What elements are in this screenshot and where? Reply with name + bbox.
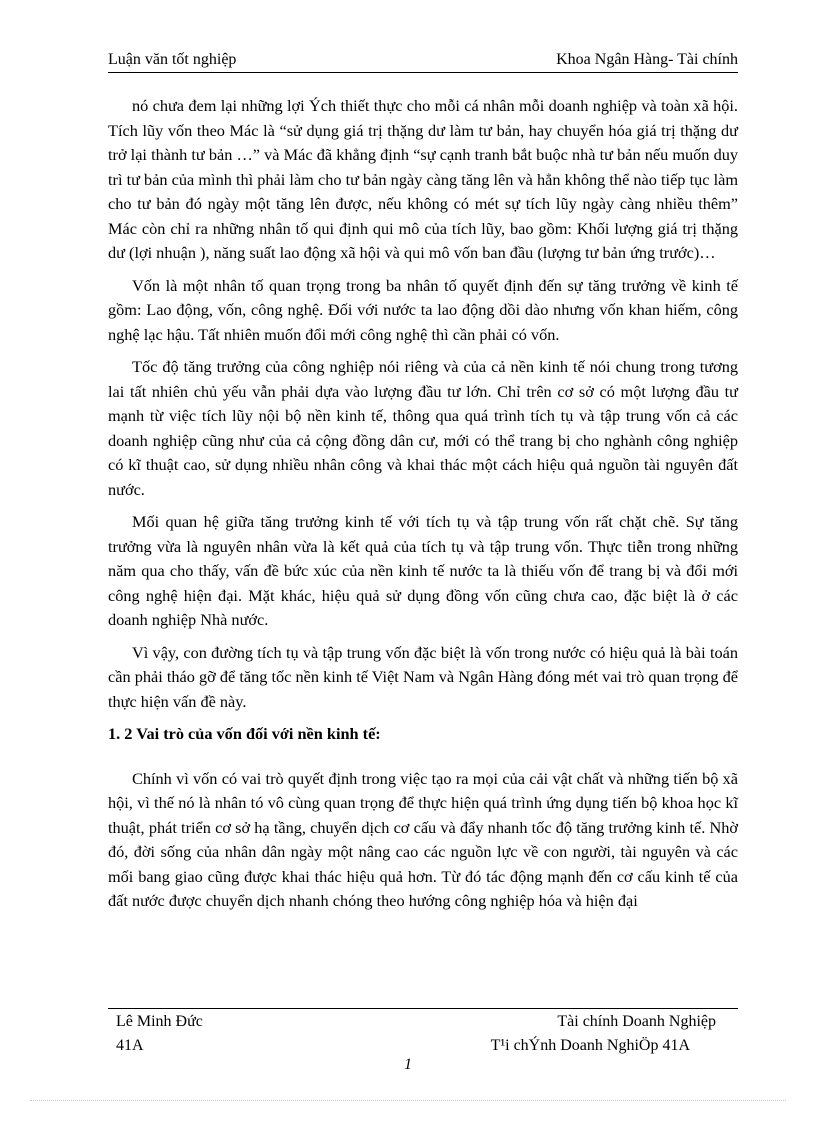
footer-divider bbox=[108, 1008, 738, 1009]
footer-class: 41A bbox=[116, 1037, 144, 1054]
footer-department: Tài chính Doanh Nghiệp bbox=[557, 1013, 716, 1030]
header-divider bbox=[108, 72, 738, 73]
footer-author: Lê Minh Đức bbox=[116, 1013, 203, 1030]
page-header bbox=[108, 50, 738, 70]
header-right-title: Khoa Ngân Hàng- Tài chính bbox=[556, 51, 738, 68]
paragraph-1: nó chưa đem lại những lợi Ých thiết thực cho mỗi cá nhân mỗi doanh nghiệp và toàn xã hội. Tích lũy vốn theo Mác là “sử dụng giá trị thặng dư làm tư bản, hay chuyển hóa giá trị thặng dư trở lại thành tư bản …” và Mác đã khẳng định “sự cạnh tranh bắt buộc nhà tư bản nếu muốn duy trì tư bản của mình thì phải làm cho tư bản ngày càng tăng lên và hẳn không thể nào tiếp tục làm cho tư bản đó ngày một tăng lên được, nếu không có mét sự tích lũy ngày càng nhiều thêm” Mác còn chỉ ra những nhân tố qui định qui mô của tích lũy, bao gồm: Khối lượng giá trị thặng dư (lợi nhuận ), năng suất lao động xã hội và qui mô vốn ban đầu (lượng tư bản ứng trước)… bbox=[108, 96, 738, 262]
paragraph-6: Chính vì vốn có vai trò quyết định trong việc tạo ra mọi của cải vật chất và những tiến bộ xã hội, vì thế nó là nhân tó vô cùng quan trọng để thực hiện quá trình ứng dụng tiến bộ khoa học kĩ thuật, phát triển cơ sở hạ tầng, chuyển dịch cơ cấu và đẩy nhanh tốc độ tăng trưởng kinh tế. Nhờ đó, đời sống của nhân dân ngày một nâng cao các nguồn lực về con người, tài nguyên và các mối bang giao cũng được khai thác hiệu quả hơn. Từ đó tác động mạnh đến cơ cấu kinh tế của đất nước được chuyển dịch nhanh chóng theo hướng công nghiệp hóa và hiện đại bbox=[108, 768, 738, 910]
paragraph-3: Tốc độ tăng trưởng của công nghiệp nói riêng và của cả nền kinh tế nói chung trong tương lai tất nhiên chủ yếu vẫn phải dựa vào lượng đầu tư lớn. Chỉ trên cơ sở có một lượng đầu tư mạnh từ việc tích lũy nội bộ nền kinh tế, thông qua quá trình tích tụ và tập trung vốn cả các doanh nghiệp cũng như của cả cộng đồng dân cư, mới có thể trang bị cho nghành công nghiệp có kĩ thuật cao, sử dụng nhiều nhân công và khai thác một cách hiệu quả nguồn tài nguyên đất nước. bbox=[108, 357, 738, 499]
page-body bbox=[108, 94, 738, 914]
section-heading: 1. 2 Vai trò của vốn đối với nền kinh tế: bbox=[108, 724, 381, 743]
paragraph-5: Vì vậy, con đường tích tụ và tập trung vốn đặc biệt là vốn trong nước có hiệu quả là bài toán cần phải tháo gỡ để tăng tốc nền kinh tế Việt Nam và Ngân Hàng đóng mét vai trò quan trọng để thực hiện vấn đề này. bbox=[108, 642, 738, 711]
page-number: 1 bbox=[404, 1056, 412, 1073]
page-bottom-border bbox=[30, 1100, 786, 1101]
paragraph-4: Mối quan hệ giữa tăng trưởng kinh tế với tích tụ và tập trung vốn rất chặt chẽ. Sự tăng trưởng vừa là nguyên nhân vừa là kết quả của tích tụ và tập trung vốn. Thực tiễn trong những năm qua cho thấy, vấn đề bức xúc của nền kinh tế nước ta là thiếu vốn để trang bị và đổi mới công nghệ hiện đại. Mặt khác, hiệu quả sử dụng đồng vốn cũng chưa cao, đặc biệt là ở các doanh nghiệp Nhà nước. bbox=[108, 512, 738, 629]
footer-department-garbled: T¹i chÝnh Doanh NghiÖp 41A bbox=[490, 1037, 690, 1054]
header-left-title: Luận văn tốt nghiệp bbox=[108, 51, 237, 68]
paragraph-2: Vốn là một nhân tố quan trọng trong ba nhân tố quyết định đến sự tăng trưởng về kinh tế gồm: Lao động, vốn, công nghệ. Đối với nước ta lao động dồi dào nhưng vốn khan hiếm, công nghệ lạc hậu. Tất nhiên muốn đổi mới công nghệ thì cần phải có vốn. bbox=[108, 275, 738, 344]
